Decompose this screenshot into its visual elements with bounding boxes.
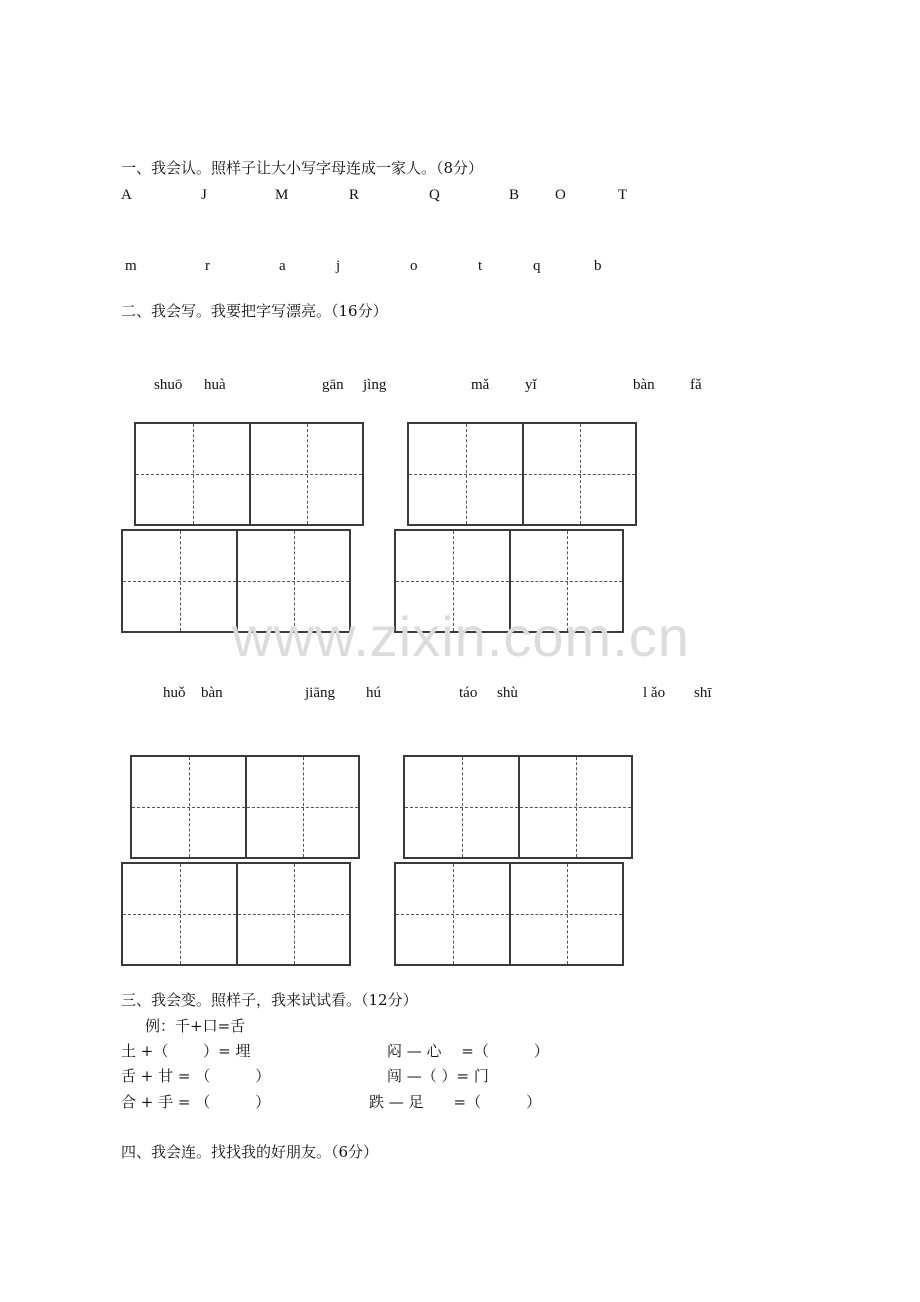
writing-cell[interactable] xyxy=(136,424,249,524)
exercise-item: 合 + 手 = （ ） xyxy=(121,1093,271,1111)
exercise-item: 闷 — 心 =（ ） xyxy=(387,1042,549,1060)
writing-cell[interactable] xyxy=(405,757,518,857)
example-line: 例：千+口=舌 xyxy=(145,1017,246,1035)
lowercase-letter: j xyxy=(336,258,341,274)
writing-grid[interactable] xyxy=(134,422,364,526)
lowercase-letter: a xyxy=(279,258,286,274)
section-2-heading: 二、我会写。我要把字写漂亮。（16分） xyxy=(121,302,388,320)
writing-cell[interactable] xyxy=(522,424,635,524)
uppercase-letter: A xyxy=(121,187,132,203)
pinyin-label: shī xyxy=(694,685,712,701)
pinyin-label: huǒ xyxy=(163,685,186,701)
pinyin-label: yǐ xyxy=(525,377,537,393)
lowercase-letter: o xyxy=(410,258,418,274)
pinyin-label: hú xyxy=(366,685,381,701)
writing-cell[interactable] xyxy=(249,424,362,524)
exercise-item: 舌 + 甘 = （ ） xyxy=(121,1067,271,1085)
writing-cell[interactable] xyxy=(245,757,358,857)
uppercase-letter: M xyxy=(275,187,289,203)
pinyin-label: mǎ xyxy=(471,377,490,393)
writing-grid[interactable] xyxy=(407,422,637,526)
lowercase-letter: t xyxy=(478,258,483,274)
pinyin-label: jiāng xyxy=(305,685,335,701)
writing-cell[interactable] xyxy=(509,864,622,964)
lowercase-letter: m xyxy=(125,258,137,274)
uppercase-letter: T xyxy=(618,187,628,203)
pinyin-label: bàn xyxy=(633,377,655,393)
writing-grid[interactable] xyxy=(403,755,633,859)
section-1-heading: 一、我会认。照样子让大小写字母连成一家人。（8分） xyxy=(121,159,484,177)
exercise-item: 跌 — 足 =（ ） xyxy=(369,1093,542,1111)
pinyin-label: gān xyxy=(322,377,344,393)
uppercase-letter: B xyxy=(509,187,520,203)
exercise-item: 闯 —（ ）= 门 xyxy=(387,1067,489,1085)
lowercase-letter: b xyxy=(594,258,602,274)
writing-cell[interactable] xyxy=(236,864,349,964)
uppercase-letter: Q xyxy=(429,187,440,203)
pinyin-label: shù xyxy=(497,685,518,701)
pinyin-label: l ǎo xyxy=(643,685,666,701)
lowercase-letter: r xyxy=(205,258,210,274)
writing-cell[interactable] xyxy=(123,531,236,631)
writing-grid[interactable] xyxy=(121,862,351,966)
lowercase-letter: q xyxy=(533,258,541,274)
pinyin-label: bàn xyxy=(201,685,223,701)
writing-cell[interactable] xyxy=(396,864,509,964)
section-4-heading: 四、我会连。找找我的好朋友。（6分） xyxy=(121,1143,379,1161)
writing-cell[interactable] xyxy=(409,424,522,524)
writing-cell[interactable] xyxy=(518,757,631,857)
writing-grid[interactable] xyxy=(130,755,360,859)
section-3-heading: 三、我会变。照样子，我来试试看。（12分） xyxy=(121,991,418,1009)
uppercase-letter: O xyxy=(555,187,566,203)
writing-grid[interactable] xyxy=(394,862,624,966)
watermark-text: www.zixin.com.cn xyxy=(232,605,690,668)
pinyin-label: jìng xyxy=(363,377,387,393)
pinyin-label: huà xyxy=(204,377,226,393)
writing-cell[interactable] xyxy=(132,757,245,857)
uppercase-letter: J xyxy=(201,187,207,203)
pinyin-label: shuō xyxy=(154,377,183,393)
writing-cell[interactable] xyxy=(123,864,236,964)
uppercase-letter: R xyxy=(349,187,360,203)
pinyin-label: táo xyxy=(459,685,478,701)
exercise-item: 土 +（ ）= 埋 xyxy=(121,1042,251,1060)
pinyin-label: fǎ xyxy=(690,377,702,393)
